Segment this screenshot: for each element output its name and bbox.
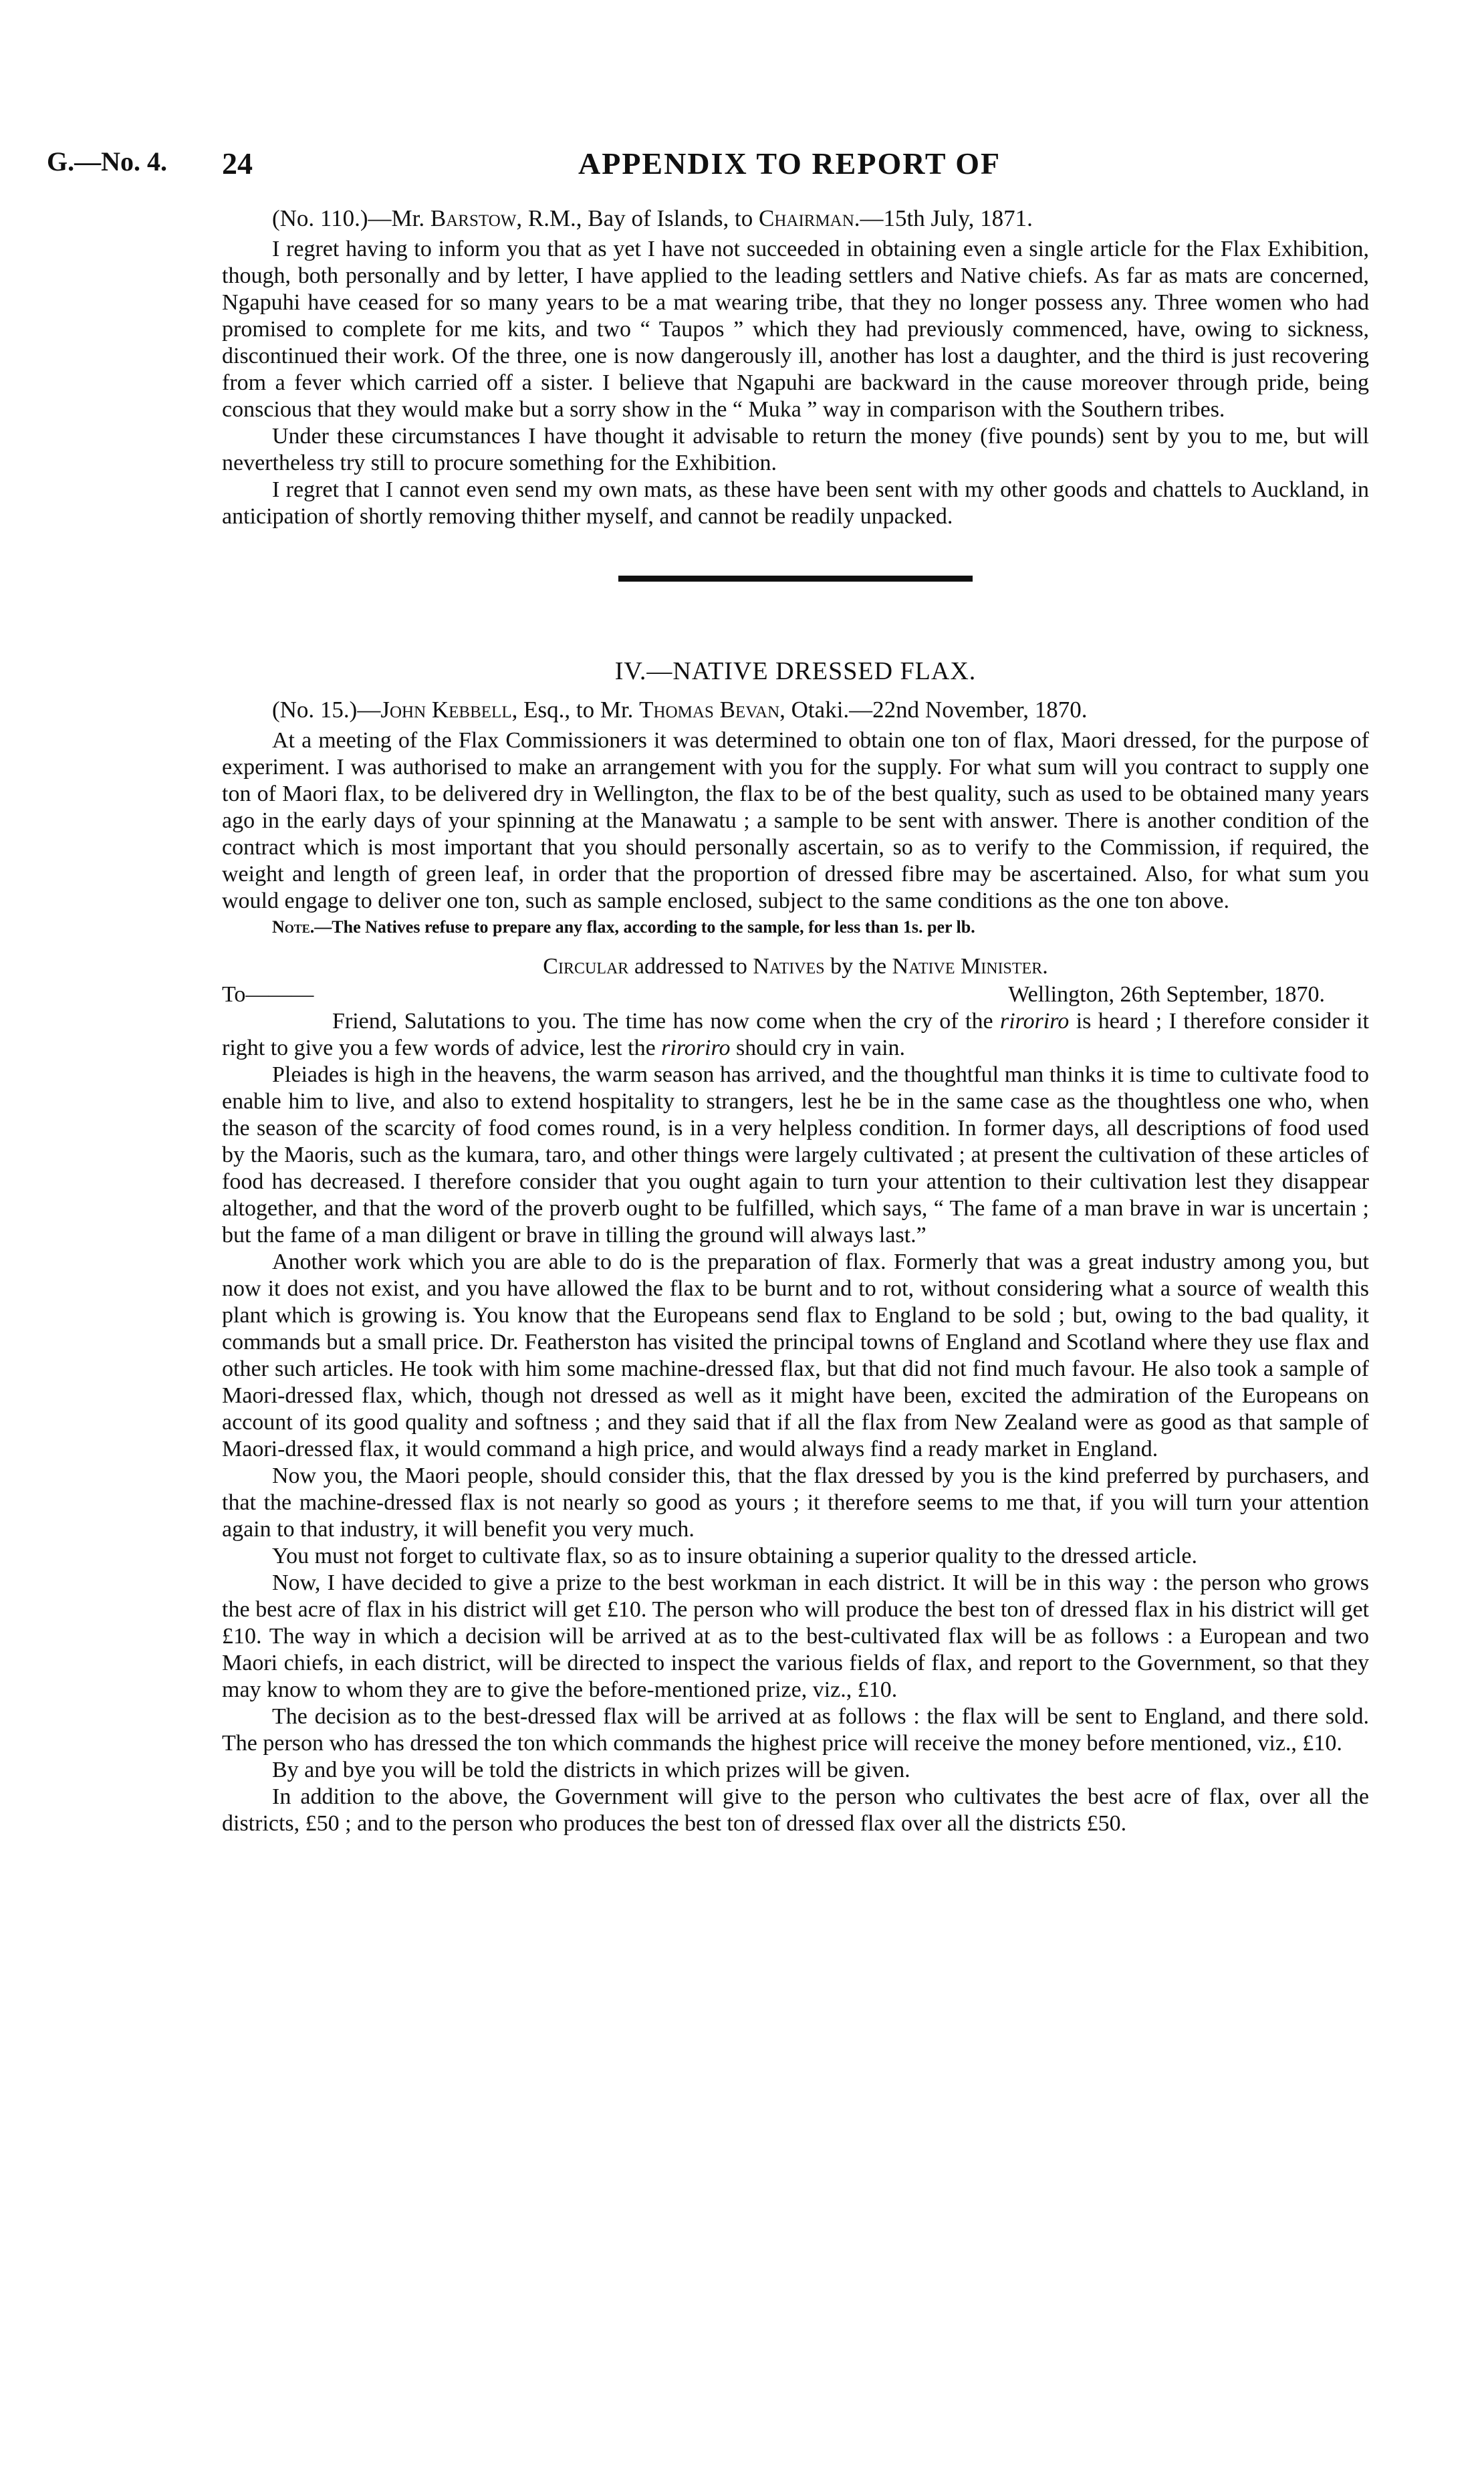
sender-title: , Esq., to Mr. <box>511 697 640 723</box>
letter-number: (No. 15.)— <box>272 697 381 723</box>
page-number: 24 <box>222 146 253 181</box>
footnote <box>222 916 1369 939</box>
circular-paragraph: In addition to the above, the Government will give to the person who cultivates the best acre of flax, over all the districts, £50 ; and to the person who produces the best ton of dressed flax over all the districts £50. <box>222 1784 1369 1836</box>
text-run: should cry in vain. <box>730 1036 906 1060</box>
sender-name: John Kebbell <box>380 697 512 723</box>
letter-heading <box>222 695 1369 725</box>
letter-paragraph: At a meeting of the Flax Commissioners it was determined to obtain one ton of flax, Maori dressed, for the purpose of experiment. I was authorised to make an arrangement with you for the supply. For what sum will you contract to supply one ton of Maori flax, to be delivered dry in Wellington, the flax to be of the best quality, such as used to be obtained many years ago in the early days of your spinning at the Manawatu ; a sample to be sent with answer. There is another condition of the contract which is most important that you should personally ascertain, so as to verify to the Commission, if required, the weight and length of green leaf, in order that the proportion of dressed fibre may be ascertained. Also, for what sum you would engage to deliver one ton, such as sample enclosed, subject to the same conditions as the one ton above. <box>222 728 1369 913</box>
circular-paragraph: The decision as to the best-dressed flax will be arrived at as follows : the flax will be sent to England, and there sold. The person who has dressed the ton which commands the highest price will receive the money before mentioned, viz., £10. <box>222 1704 1369 1756</box>
sender-name: Barstow <box>430 205 517 231</box>
circular-paragraph: Another work which you are able to do is the preparation of flax. Formerly that was a great industry among you, but now it does not exist, and you have allowed the flax to be burnt and to rot, without considering what a source of wealth this plant which is growing is. You know that the Europeans send flax to England to be sold ; but, owing to the bad quality, it commands but a small price. Dr. Featherston has visited the principal towns of England and Scotland where they use flax and other such articles. He took with him some machine-dressed flax, but that did not find much favour. He also took a sample of Maori-dressed flax, which, though not dressed as well as it might have been, excited the admiration of the Europeans on account of its good quality and softness ; and they said that if all the flax from New Zealand were as good as that sample of Maori-dressed flax, it would command a high price, and would always find a ready market in England. <box>222 1250 1369 1461</box>
letter-paragraph: I regret having to inform you that as yet I have not succeeded in obtaining even a single article for the Flax Exhibition, though, both personally and by letter, I have applied to the leading settlers and Native chiefs. As far as mats are concerned, Ngapuhi have ceased for so many years to be a mat wearing tribe, that they no longer possess any. Three women who had promised to complete for me kits, and two “ Taupos ” which they had previously commenced, have, owing to sickness, discontinued their work. Of the three, one is now dangerously ill, another has lost a daughter, and the third is just recovering from a fever which carried off a sister. I believe that Ngapuhi are backward in the cause moreover through pride, being conscious that they would make but a sorry show in the “ Muka ” way in comparison with the Southern tribes. <box>222 237 1369 422</box>
addressee: To——— <box>222 982 314 1007</box>
text-run: Friend, Salutations to you. The time has now come when the cry of the <box>332 1009 1000 1034</box>
circular-title-part: addressed to <box>628 954 753 979</box>
circular-title-part: Circular <box>543 954 629 979</box>
circular-paragraph: Pleiades is high in the heavens, the warm season has arrived, and the thoughtful man thinks it is time to cultivate food to enable him to live, and also to extend hospitality to strangers, lest he be in the same case as the thoughtless one who, when the season of the scarcity of food comes round, is in a very helpless condition. In former days, all descriptions of food used by the Maoris, such as the kumara, taro, and other things were largely cultivated ; at present the cultivation of these articles of food has decreased. I therefore consider that you ought again to turn your attention to their cultivation lest they disappear altogether, and that the word of the proverb ought to be fulfilled, which says, “ The fame of a man brave in war is uncertain ; but the fame of a man diligent or brave in tilling the ground will always last.” <box>222 1062 1369 1248</box>
note-text: —The Natives refuse to prepare any flax, according to the sample, for less than 1s. per lb. <box>314 917 975 937</box>
note-label: Note. <box>272 917 315 937</box>
letter-date: , Otaki.—22nd November, 1870. <box>779 697 1088 723</box>
sender-title: , R.M., Bay of Islands, to <box>516 205 759 231</box>
circular-paragraph: You must not forget to cultivate flax, so as to insure obtaining a superior quality to the dressed article. <box>272 1544 1197 1568</box>
text-run: is heard ; I therefore consider it right to give you a few words of advice, lest the <box>222 1009 1369 1060</box>
letter-number: (No. 110.)—Mr. <box>272 205 430 231</box>
letter-heading <box>222 204 1369 233</box>
running-title: APPENDIX TO REPORT OF <box>578 146 1001 181</box>
place-date: Wellington, 26th September, 1870. <box>1008 982 1325 1007</box>
address-line <box>222 981 1369 1008</box>
letter-paragraph: I regret that I cannot even send my own mats, as these have been sent with my other goods and chattels to Auckland, in anticipation of shortly removing thither myself, and cannot be readily unpacked. <box>222 477 1369 529</box>
circular-paragraph: Now you, the Maori people, should consider this, that the flax dressed by you is the kind preferred by purchasers, and that the machine-dressed flax is not nearly so good as yours ; it therefore seems to me that, if you will turn your attention again to that industry, it will benefit you very much. <box>222 1463 1369 1542</box>
circular-paragraph: By and bye you will be told the districts in which prizes will be given. <box>272 1758 910 1782</box>
circular-title-part: . <box>1042 954 1048 979</box>
section-heading: IV.—NATIVE DRESSED FLAX. <box>614 657 977 685</box>
section-divider <box>618 576 973 582</box>
salutation-paragraph <box>222 1008 1369 1062</box>
letter-date: .—15th July, 1871. <box>854 205 1033 231</box>
document-reference: G.—No. 4. <box>47 146 167 176</box>
recipient-name: Chairman <box>758 205 854 231</box>
circular-title-part: by the <box>824 954 892 979</box>
letter-paragraph: Under these circumstances I have thought it advisable to return the money (five pounds) sent by you to me, but will nevertheless try still to procure something for the Exhibition. <box>222 424 1369 475</box>
page-body <box>222 204 1369 1837</box>
circular-title-part: Native Minister <box>892 954 1043 979</box>
circular-title-part: Natives <box>753 954 825 979</box>
maori-word: riroriro <box>661 1036 731 1060</box>
page-header <box>47 146 1437 193</box>
circular-paragraph: Now, I have decided to give a prize to the best workman in each district. It will be in this way : the person who grows the best acre of flax in his district will get £10. The person who will produce the best ton of dressed flax in his district will get £10. The way in which a decision will be arrived at as to the best-cultivated flax will be as follows : a European and two Maori chiefs, in each district, will be directed to inspect the various fields of flax, and report to the Government, so that they may know to whom they are to give the before-mentioned prize, viz., £10. <box>222 1570 1369 1702</box>
circular-heading <box>222 953 1369 980</box>
recipient-name: Thomas Bevan <box>639 697 780 723</box>
maori-word: riroriro <box>999 1009 1070 1034</box>
